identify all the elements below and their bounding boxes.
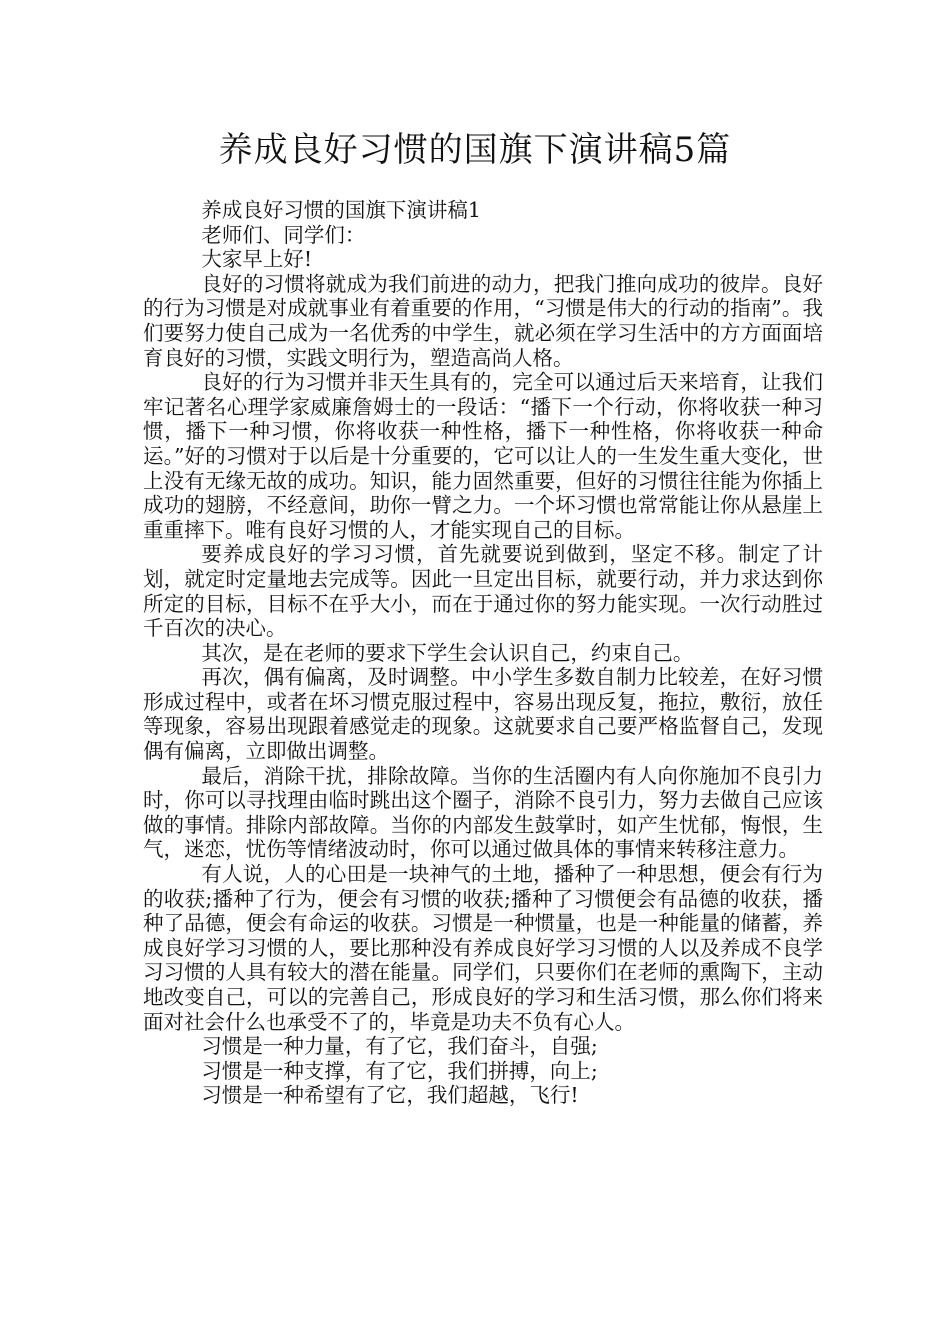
paragraph: 最后，消除干扰，排除故障。当你的生活圈内有人向你施加不良引力时，你可以寻找理由临时跳出这个圈子，消除不良引力，努力去做自己应该做的事情。排除内部故障。当你的内部发生鼓掌时，如产生忧郁，悔恨，生气，迷恋，忧伤等情绪波动时，你可以通过做具体的事情来转移注意力。 — [143, 763, 823, 862]
salutation: 老师们、同学们： — [201, 222, 366, 247]
paragraph: 要养成良好的学习习惯，首先就要说到做到，坚定不移。制定了计划，就定时定量地去完成等。因此一旦定出目标，就要行动，并力求达到你所定的目标，目标不在乎大小，而在于通过你的努力能实现。一次行动胜过千百次的决心。 — [143, 542, 823, 641]
paragraph: 良好的行为习惯并非天生具有的，完全可以通过后天来培育，让我们牢记著名心理学家威廉詹姆士的一段话：“播下一个行动，你将收获一种习惯，播下一种习惯，你将收获一种性格，播下一种性格，你将收获一种命运。”好的习惯对于以后是十分重要的，它可以让人的一生发生重大变化，世上没有无缘无故的成功。知识，能力固然重要，但好的习惯往往能为你插上成功的翅膀，不经意间，助你一臂之力。一个坏习惯也常常能让你从悬崖上重重摔下。唯有良好习惯的人，才能实现自己的目标。 — [143, 370, 823, 542]
paragraph: 良好的习惯将就成为我们前进的动力，把我门推向成功的彼岸。良好的行为习惯是对成就事业有着重要的作用，“习惯是伟大的行动的指南”。我们要努力使自己成为一名优秀的中学生，就必须在学习生活中的方方面面培育良好的习惯，实践文明行为，塑造高尚人格。 — [143, 271, 823, 370]
closing-line: 习惯是一种力量，有了它，我们奋斗，自强; — [201, 1034, 598, 1059]
paragraph: 再次，偶有偏离，及时调整。中小学生多数自制力比较差，在好习惯形成过程中，或者在坏习惯克服过程中，容易出现反复，拖拉，敷衍，放任等现象，容易出现跟着感觉走的现象。这就要求自己要严格监督自己，发现偶有偏离，立即做出调整。 — [143, 665, 823, 764]
speech-heading: 养成良好习惯的国旗下演讲稿1 — [201, 198, 481, 222]
paragraph: 有人说，人的心田是一块神气的土地，播种了一种思想，便会有行为的收获;播种了行为，便会有习惯的收获;播种了习惯便会有品德的收获，播种了品德，便会有命运的收获。习惯是一种惯量，也是一种能量的储蓄，养成良好学习习惯的人，要比那种没有养成良好学习习惯的人以及养成不良学习习惯的人具有较大的潜在能量。同学们，只要你们在老师的熏陶下，主动地改变自己，可以的完善自己，形成良好的学习和生活习惯，那么你们将来面对社会什么也承受不了的，毕竟是功夫不负有心人。 — [143, 862, 823, 1034]
closing-line: 习惯是一种支撑，有了它，我们拼搏，向上; — [201, 1058, 598, 1083]
document-body — [143, 198, 823, 1108]
closing-line: 习惯是一种希望有了它，我们超越，飞行! — [201, 1083, 579, 1108]
document-title: 养成良好习惯的国旗下演讲稿5篇 — [218, 130, 732, 170]
paragraph: 其次，是在老师的要求下学生会认识自己，约束自己。 — [201, 640, 694, 665]
greeting: 大家早上好! — [201, 247, 313, 272]
